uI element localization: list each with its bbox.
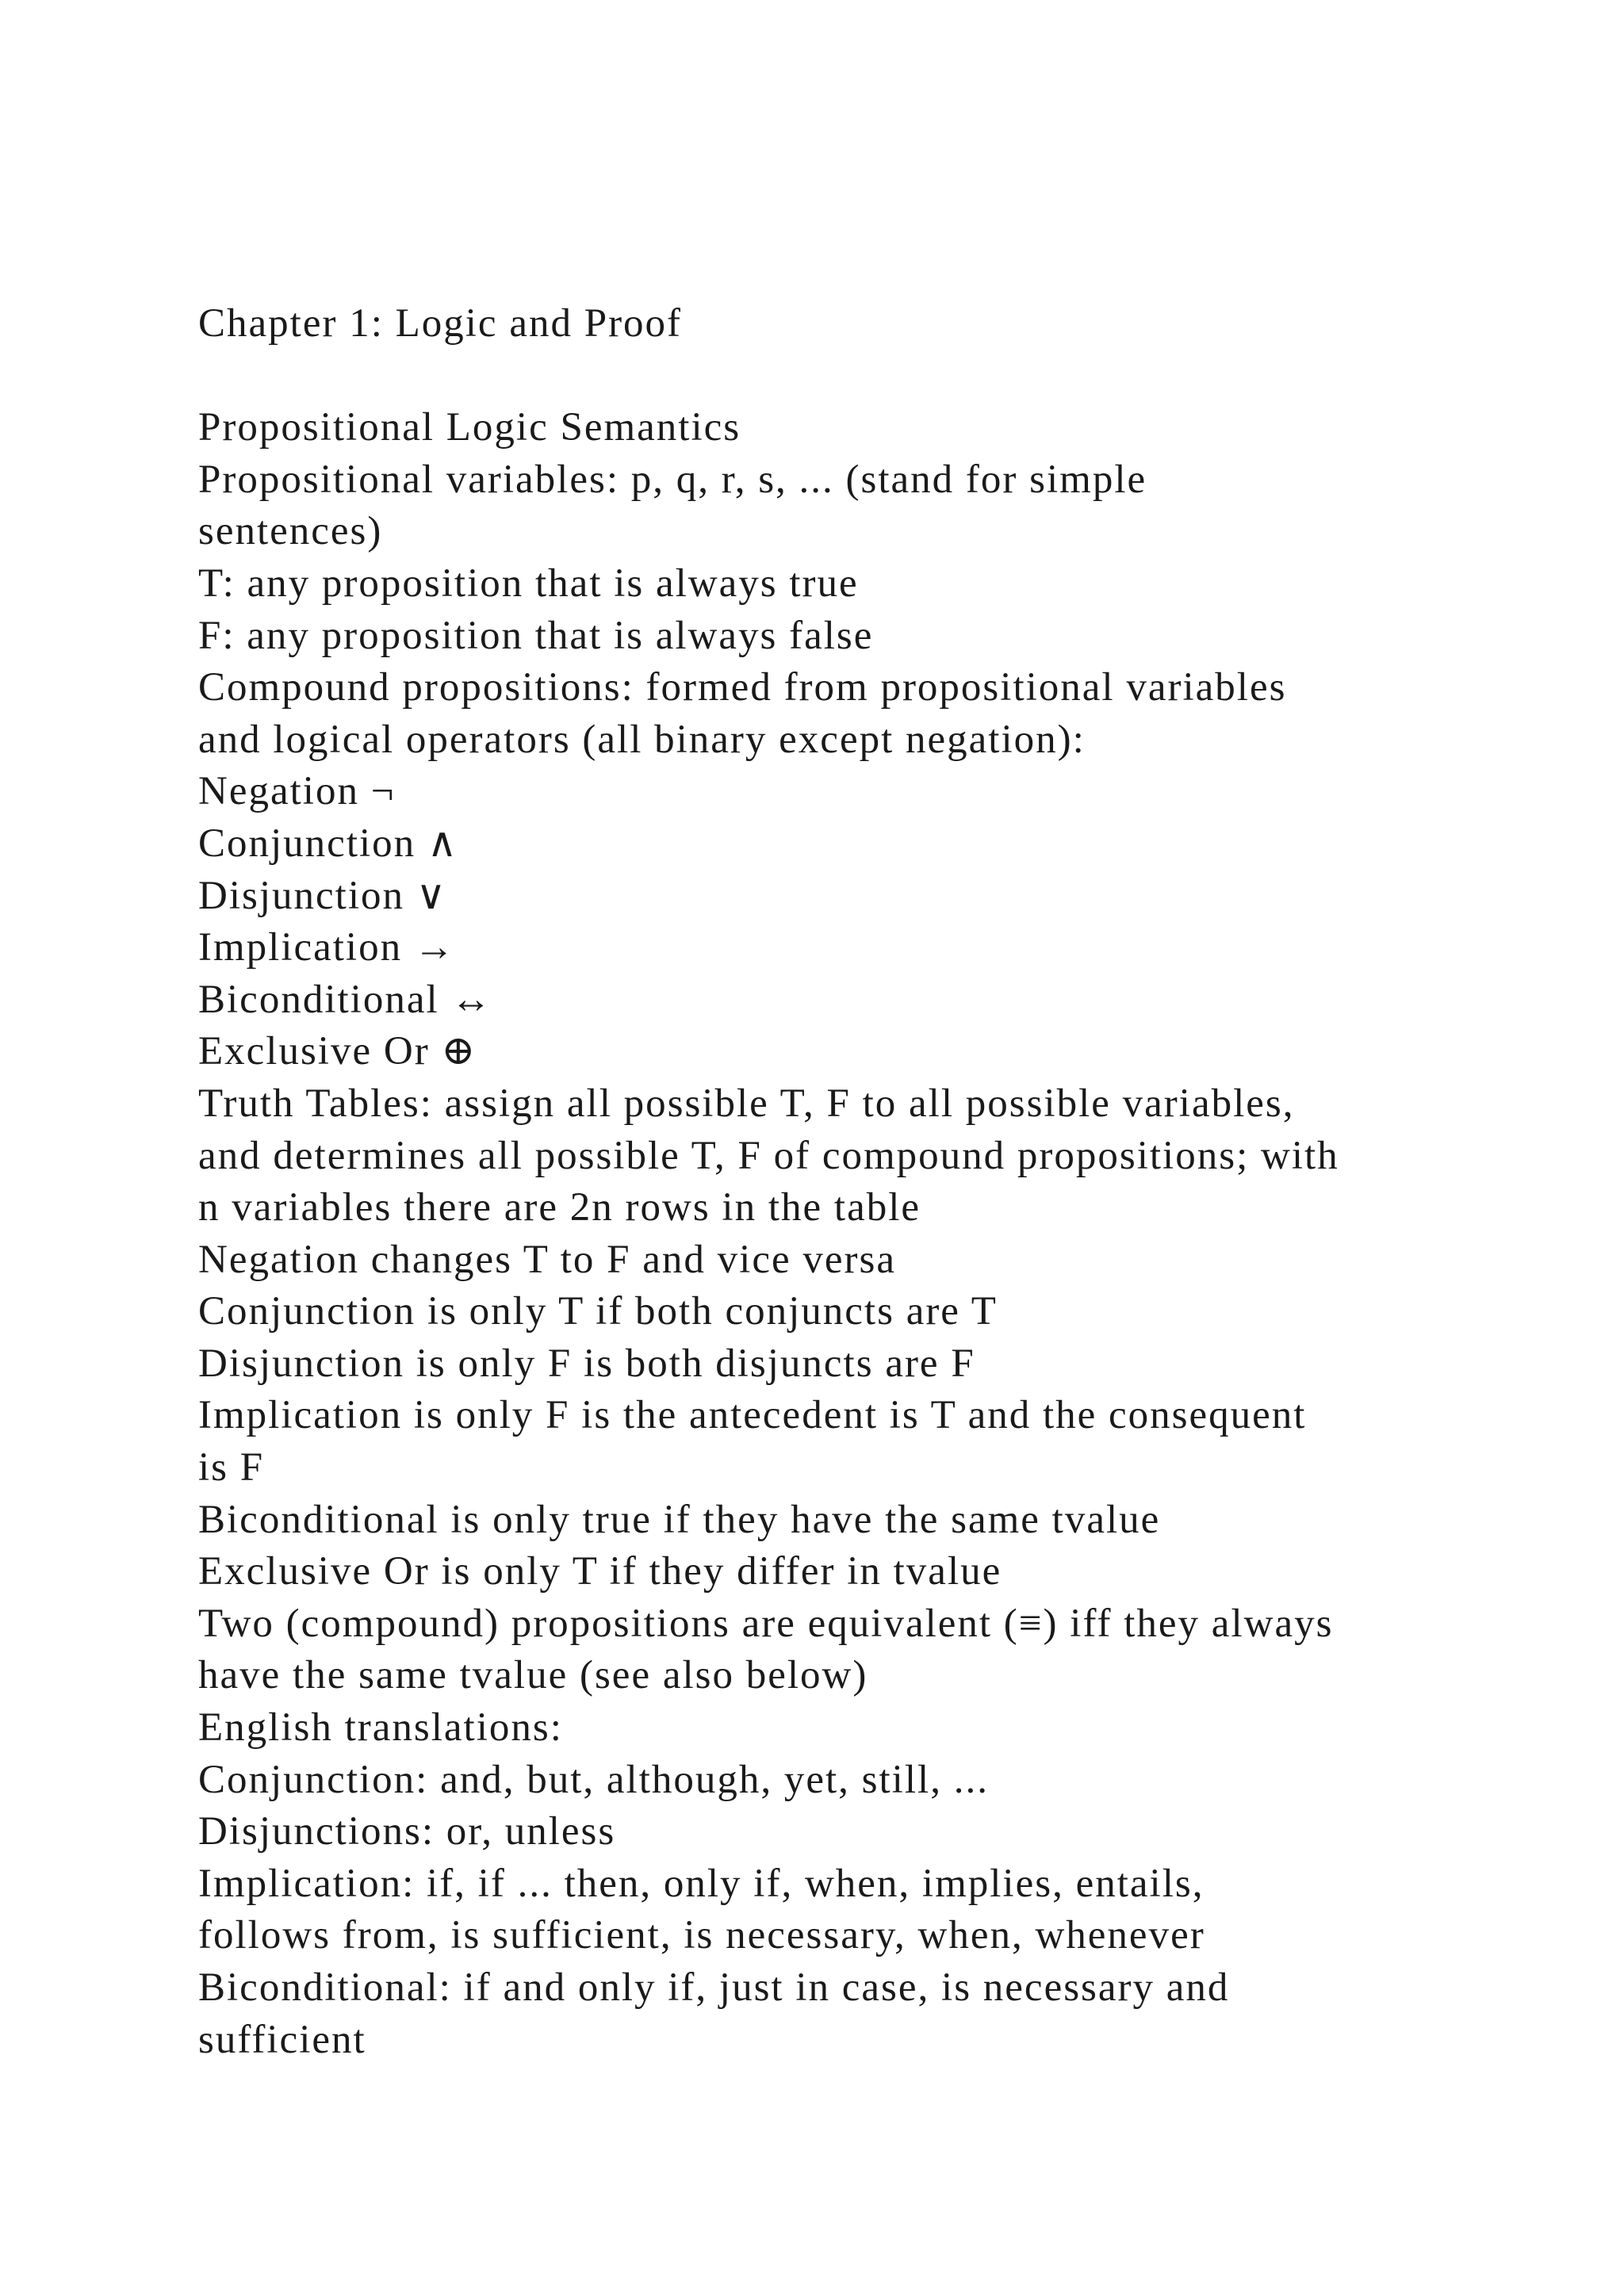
operator-biconditional: Biconditional ↔ <box>198 977 493 1022</box>
text-line: and logical operators (all binary except negation): <box>198 717 1086 762</box>
text-line: sentences) <box>198 509 383 554</box>
text-line: is F <box>198 1445 265 1490</box>
text-line: have the same tvalue (see also below) <box>198 1653 868 1698</box>
operator-implication: Implication → <box>198 925 456 970</box>
text-line: Biconditional is only true if they have the same tvalue <box>198 1497 1161 1542</box>
text-line: Conjunction is only T if both conjuncts are T <box>198 1289 998 1334</box>
text-line: Implication is only F is the antecedent is T and the consequent <box>198 1393 1307 1438</box>
operator-negation: Negation ¬ <box>198 769 396 814</box>
text-line: Implication: if, if ... then, only if, when, implies, entails, <box>198 1861 1205 1906</box>
blank-line <box>198 350 1499 403</box>
text-line: Exclusive Or is only T if they differ in tvalue <box>198 1549 1002 1594</box>
text-line: Conjunction: and, but, although, yet, still, ... <box>198 1757 989 1802</box>
chapter-title: Chapter 1: Logic and Proof <box>198 301 683 346</box>
text-line: Compound propositions: formed from propositional variables <box>198 665 1287 710</box>
text-line: Disjunctions: or, unless <box>198 1809 616 1854</box>
text-line: English translations: <box>198 1705 563 1751</box>
section-heading: Propositional Logic Semantics <box>198 405 741 450</box>
document-body <box>198 298 1499 2066</box>
operator-disjunction: Disjunction ∨ <box>198 873 448 918</box>
text-line: Truth Tables: assign all possible T, F to all possible variables, <box>198 1081 1295 1126</box>
operator-exclusive-or: Exclusive Or ⊕ <box>198 1029 477 1074</box>
text-line: n variables there are 2n rows in the table <box>198 1185 921 1230</box>
text-line: Negation changes T to F and vice versa <box>198 1237 896 1282</box>
text-line: follows from, is sufficient, is necessary, when, whenever <box>198 1913 1205 1958</box>
operator-conjunction: Conjunction ∧ <box>198 821 459 866</box>
text-line: Two (compound) propositions are equivalent (≡) iff they always <box>198 1601 1334 1646</box>
text-line: sufficient <box>198 2017 366 2062</box>
text-line: F: any proposition that is always false <box>198 613 874 658</box>
text-line: Disjunction is only F is both disjuncts are F <box>198 1341 975 1386</box>
text-line: Propositional variables: p, q, r, s, ... (stand for simple <box>198 457 1147 502</box>
text-line: Biconditional: if and only if, just in case, is necessary and <box>198 1965 1230 2010</box>
text-line: T: any proposition that is always true <box>198 561 859 606</box>
text-line: and determines all possible T, F of compound propositions; with <box>198 1133 1339 1178</box>
